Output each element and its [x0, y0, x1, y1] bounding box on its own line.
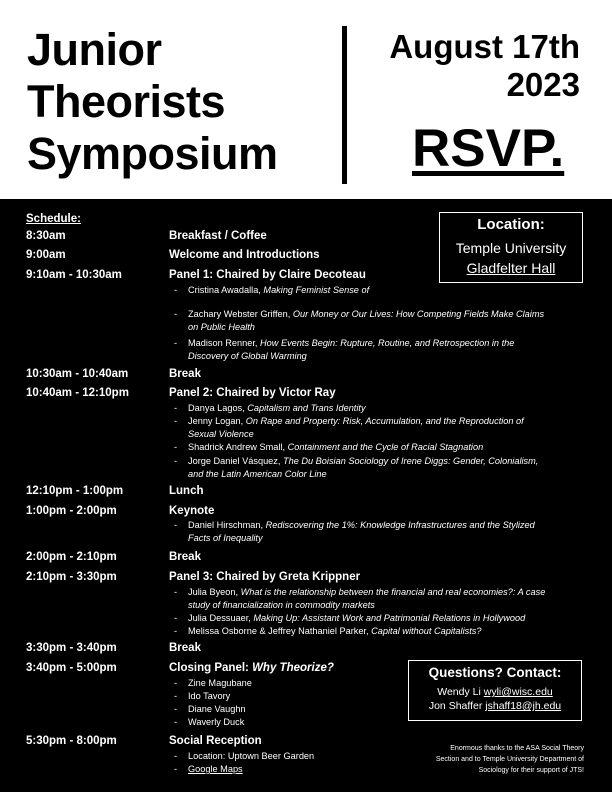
schedule-time: 1:00pm - 2:00pm [26, 505, 117, 517]
presentation-line [188, 0, 533, 10]
contact-email-1[interactable]: wyli@wisc.edu [483, 686, 553, 698]
location-heading: Location: [477, 216, 545, 233]
schedule-event [169, 662, 334, 674]
event-title: Keynote [169, 505, 215, 517]
schedule-time: 2:10pm - 3:30pm [26, 571, 117, 583]
schedule-time: 8:30am [26, 230, 66, 242]
presenter-name: Melissa Osborne & Jeffrey Nathaniel Parker, [188, 626, 372, 636]
event-title-italic: Why Theorize? [252, 662, 334, 674]
presentation-title: Sexual Violence [188, 429, 254, 439]
bullet-dash: - [174, 442, 178, 452]
schedule-time: 9:10am - 10:30am [26, 269, 122, 281]
location-line-1: Temple University [455, 240, 567, 256]
contact-name-2: Jon Shaffer [428, 700, 486, 712]
thanks-note [380, 743, 584, 776]
schedule-event [169, 571, 360, 583]
presentation-line [188, 442, 483, 452]
schedule-time: 3:30pm - 3:40pm [26, 642, 117, 654]
presentation-title: Facts of Inequality [188, 533, 263, 543]
presenter-name: Shadrick Andrew Small, [188, 442, 288, 452]
schedule-time: 5:30pm - 8:00pm [26, 735, 117, 747]
rsvp-link[interactable]: RSVP. [412, 119, 565, 178]
presentation-title: On Rape and Property: Risk, Accumulation, and the Reproduction of [245, 416, 524, 426]
presentation-line [188, 533, 263, 543]
bullet-dash: - [174, 678, 178, 688]
google-maps-link[interactable]: Google Maps [188, 764, 243, 774]
presenter-name: Jenny Logan, [188, 416, 246, 426]
schedule-event [169, 735, 262, 747]
contact-name-1: Wendy Li [437, 686, 484, 698]
event-title: Break [169, 551, 201, 563]
list-item: Zine Magubane [188, 678, 252, 688]
presentation-title: Our Money or Our Lives: How Competing Fields Make Claims [292, 309, 545, 319]
date-line-1: August 17th [389, 28, 580, 65]
presenter-name: Daniel Hirschman, [188, 520, 266, 530]
bullet-dash: - [174, 704, 178, 714]
event-title: Break [169, 368, 201, 380]
event-title: Panel 1: Chaired by Claire Decoteau [169, 269, 366, 281]
thanks-line-3: Sociology for their support of JTS! [478, 767, 584, 774]
presentation-title: Rediscovering the 1%: Knowledge Infrastructures and the Stylized [265, 520, 535, 530]
date-line-2: 2023 [506, 66, 580, 103]
presentation-line [188, 587, 545, 597]
location-box [439, 212, 583, 283]
title-line-3: Symposium [27, 128, 278, 179]
title-line-2: Theorists [27, 76, 226, 127]
contact-heading: Questions? Contact: [428, 665, 562, 680]
presentation-line [188, 403, 366, 413]
schedule-event [169, 551, 201, 563]
schedule-time: 3:40pm - 5:00pm [26, 662, 117, 674]
bullet-dash: - [174, 764, 178, 774]
schedule-time: 9:00am [26, 249, 66, 261]
presentation-line [188, 322, 255, 332]
list-item: Diane Vaughn [188, 704, 246, 714]
event-title: Panel 2: Chaired by Victor Ray [169, 387, 336, 399]
presentation-title: The Du Boisian Sociology of Irene Diggs: Gender, Colonialism, [283, 456, 539, 466]
presentation-line [188, 613, 525, 623]
bullet-dash: - [174, 717, 178, 727]
presentation-line [188, 520, 535, 530]
presentation-title: Making Up: Assistant Work and Patrimonial Relations in Hollywood [253, 613, 526, 623]
presentation-line [188, 351, 307, 361]
presentation-title: Capitalism and Trans Identity [247, 403, 366, 413]
schedule-event [169, 249, 320, 261]
event-title: Closing Panel: [169, 662, 253, 674]
event-title: Panel 3: Chaired by Greta Krippner [169, 571, 361, 583]
bullet-dash: - [174, 626, 178, 636]
presentation-title: Making Feminist Sense of [263, 285, 370, 295]
contact-line-1 [409, 686, 581, 698]
presenter-name: Madison Renner, [188, 338, 261, 348]
schedule-event [169, 387, 336, 399]
bullet-dash: - [174, 416, 178, 426]
schedule-label: Schedule: [26, 213, 81, 225]
event-title: Lunch [169, 485, 204, 497]
bullet-dash: - [174, 403, 178, 413]
presentation-title: Contemporary Nicaraguan Politics: The Engendered Aesthetic Politics of Orteguismo [188, 0, 533, 10]
list-item: Waverly Duck [188, 717, 245, 727]
presentation-line [188, 626, 481, 636]
schedule-event [169, 269, 366, 281]
contact-box [408, 660, 582, 721]
bullet-dash: - [174, 456, 178, 466]
schedule-event [169, 642, 201, 654]
bullet-dash: - [174, 613, 178, 623]
bullet-dash: - [174, 751, 178, 761]
presentation-title: What is the relationship between the financial and real economies?: A case [240, 587, 546, 597]
bullet-dash: - [174, 309, 178, 319]
thanks-line-1: Enormous thanks to the ASA Social Theory [450, 745, 584, 752]
schedule-time: 10:30am - 10:40am [26, 368, 129, 380]
presentation-line [188, 285, 369, 295]
event-title: Welcome and Introductions [169, 249, 320, 261]
location-link[interactable]: Gladfelter Hall [466, 260, 556, 276]
presentation-title: Discovery of Global Warming [188, 351, 307, 361]
schedule-event [169, 230, 267, 242]
bullet-dash: - [174, 285, 178, 295]
presentation-title: Containment and the Cycle of Racial Stagnation [287, 442, 484, 452]
list-item: Ido Tavory [188, 691, 231, 701]
thanks-line-2: Section and to Temple University Department of [435, 756, 584, 763]
presentation-title: Capital without Capitalists? [371, 626, 482, 636]
schedule-time: 2:00pm - 2:10pm [26, 551, 117, 563]
contact-email-2[interactable]: jshaff18@jh.edu [485, 700, 562, 712]
presenter-name: Julia Byeon, [188, 587, 241, 597]
presenter-name: Danya Lagos, [188, 403, 248, 413]
event-title: Social Reception [169, 735, 262, 747]
event-title: Breakfast / Coffee [169, 230, 267, 242]
presentation-line [188, 338, 514, 348]
presentation-title: and the Latin American Color Line [188, 469, 327, 479]
presenter-name: Cristina Awadalla, [188, 285, 264, 295]
schedule-event [169, 368, 201, 380]
event-title: Break [169, 642, 201, 654]
schedule-event [169, 505, 214, 517]
presenter-name: Julia Dessuaer, [188, 613, 254, 623]
presentation-line [188, 429, 254, 439]
presentation-line [188, 309, 544, 319]
presenter-name: Jorge Daniel Vásquez, [188, 456, 283, 466]
bullet-dash: - [174, 587, 178, 597]
list-item: Location: Uptown Beer Garden [188, 751, 315, 761]
presentation-line [188, 469, 327, 479]
presentation-title: study of financialization in commodity markets [188, 600, 375, 610]
title-line-1: Junior [27, 24, 162, 75]
bullet-dash: - [174, 691, 178, 701]
presentation-line [188, 456, 538, 466]
bullet-dash: - [174, 520, 178, 530]
contact-line-2 [409, 700, 581, 712]
presenter-name: Zachary Webster Griffen, [188, 309, 293, 319]
presentation-line [188, 600, 375, 610]
schedule-time: 10:40am - 12:10pm [26, 387, 129, 399]
presentation-line [188, 416, 524, 426]
bullet-dash: - [174, 338, 178, 348]
presentation-title: How Events Begin: Rupture, Routine, and Retrospection in the [260, 338, 515, 348]
presentation-title: on Public Health [188, 322, 255, 332]
schedule-time: 12:10pm - 1:00pm [26, 485, 124, 497]
schedule-event [169, 485, 204, 497]
